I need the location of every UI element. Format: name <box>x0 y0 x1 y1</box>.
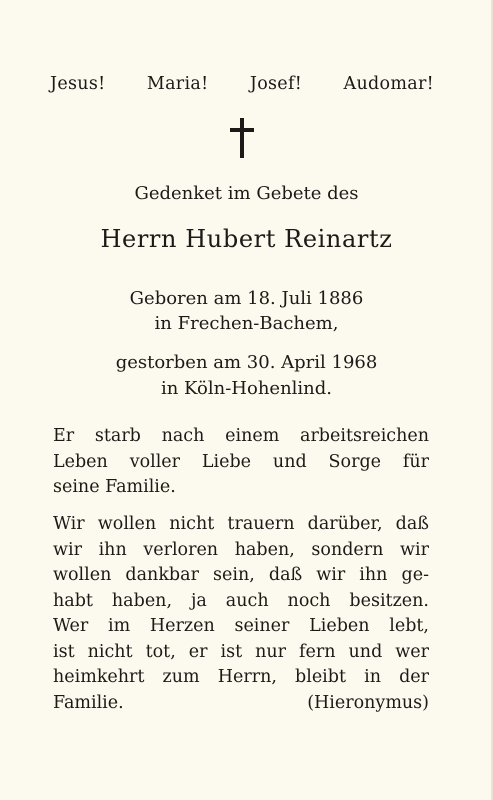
paragraph-quote <box>53 512 429 716</box>
birth-place: in Frechen-Bachem, <box>154 313 339 334</box>
invocation-josef: Josef! <box>249 74 303 94</box>
paragraph-line: Wer im Herzen seiner Lieben lebt, <box>53 616 429 636</box>
quote-attribution: (Hieronymus) <box>307 692 429 713</box>
paragraph-life <box>53 424 429 501</box>
death-date: gestorben am 30. April 1968 <box>115 352 378 373</box>
death-place: in Köln-Hohenlind. <box>160 378 333 399</box>
paragraph-line: ist nicht tot, er ist nur fern und wer <box>53 641 429 662</box>
paragraph-line: wir ihn verloren haben, sondern wir <box>53 539 429 560</box>
cross-icon <box>230 118 254 158</box>
paragraph-line: seine Familie. <box>53 477 176 497</box>
deceased-name: Herrn Hubert Reinartz <box>100 225 393 253</box>
invocation-audomar: Audomar! <box>343 74 434 94</box>
paragraph-line: heimkehrt zum Herrn, bleibt in der <box>53 667 429 687</box>
paragraph-line: Er starb nach einem arbeitsreichen <box>53 426 429 446</box>
birth-date: Geboren am 18. Juli 1886 <box>129 288 364 309</box>
paragraph-line: wollen dankbar sein, daß wir ihn ge- <box>53 565 429 585</box>
quote-last-line <box>53 691 429 717</box>
paragraph-line: habt haben, ja auch noch besitzen. <box>53 590 429 611</box>
invocation-jesus: Jesus! <box>50 74 106 94</box>
paragraph-line: Familie. <box>53 692 124 713</box>
paragraph-line: Wir wollen nicht trauern darüber, daß <box>53 514 429 534</box>
intro-text: Gedenket im Gebete des <box>134 183 359 204</box>
invocation-line <box>50 74 434 94</box>
invocation-maria: Maria! <box>146 74 209 94</box>
paragraph-line: Leben voller Liebe und Sorge für <box>53 451 429 472</box>
